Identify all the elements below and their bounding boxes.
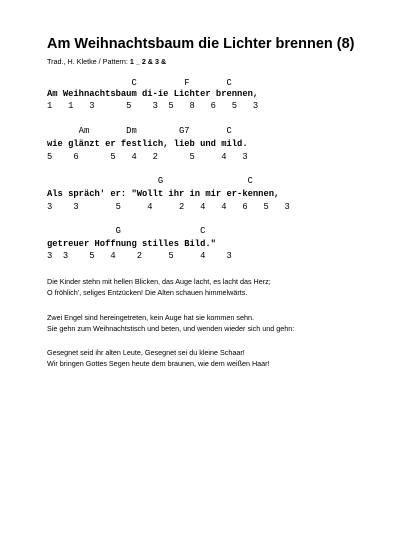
- verse-line: Zwei Engel sind hereingetreten, kein Auge hat sie kommen sehn.: [47, 313, 254, 322]
- lyric-line: Am Weihnachtsbaum di-ie Lichter brennen,: [47, 89, 259, 99]
- song-credits: [47, 57, 166, 66]
- credits-text: Trad., H. Kletke / Pattern:: [47, 57, 130, 66]
- pattern-text: 1 _ 2 & 3 &: [129, 57, 167, 66]
- verse-line: O fröhlich', seliges Entzücken! Die Alten schauen himmelwärts.: [47, 288, 248, 297]
- verse-3: [47, 312, 294, 334]
- verse-2: [47, 276, 271, 298]
- chord-line: Am Dm G7 C: [47, 126, 232, 136]
- song-title: Am Weihnachtsbaum die Lichter brennen (8): [47, 36, 355, 52]
- lyric-line: wie glänzt er festlich, lieb und mild.: [47, 139, 248, 149]
- pattern-line: 1 1 3 5 3 5 8 6 5 3: [47, 101, 259, 111]
- chord-line: C F C: [47, 78, 232, 88]
- chord-line: G C: [47, 226, 206, 236]
- pattern-line: 3 3 5 4 2 4 4 6 5 3: [47, 202, 290, 212]
- verse-line: Wir bringen Gottes Segen heute dem braunen, wie dem weißen Haar!: [47, 359, 270, 368]
- verse-line: Sie gehn zum Weihnachtstisch und beten, und wenden wieder sich und gehn:: [47, 324, 295, 333]
- chord-line: G C: [47, 176, 253, 186]
- pattern-line: 3 3 5 4 2 5 4 3: [47, 251, 232, 261]
- lyric-line: getreuer Hoffnung stilles Bild.": [47, 239, 216, 249]
- verse-line: Die Kinder stehn mit hellen Blicken, das Auge lacht, es lacht das Herz;: [47, 277, 271, 286]
- verse-4: [47, 347, 270, 369]
- verse-line: Gesegnet seid ihr alten Leute, Gesegnet sei du kleine Schaar!: [47, 348, 245, 357]
- lyric-line: Als spräch' er: "Wollt ihr in mir er-kennen,: [47, 189, 280, 199]
- pattern-line: 5 6 5 4 2 5 4 3: [47, 152, 248, 162]
